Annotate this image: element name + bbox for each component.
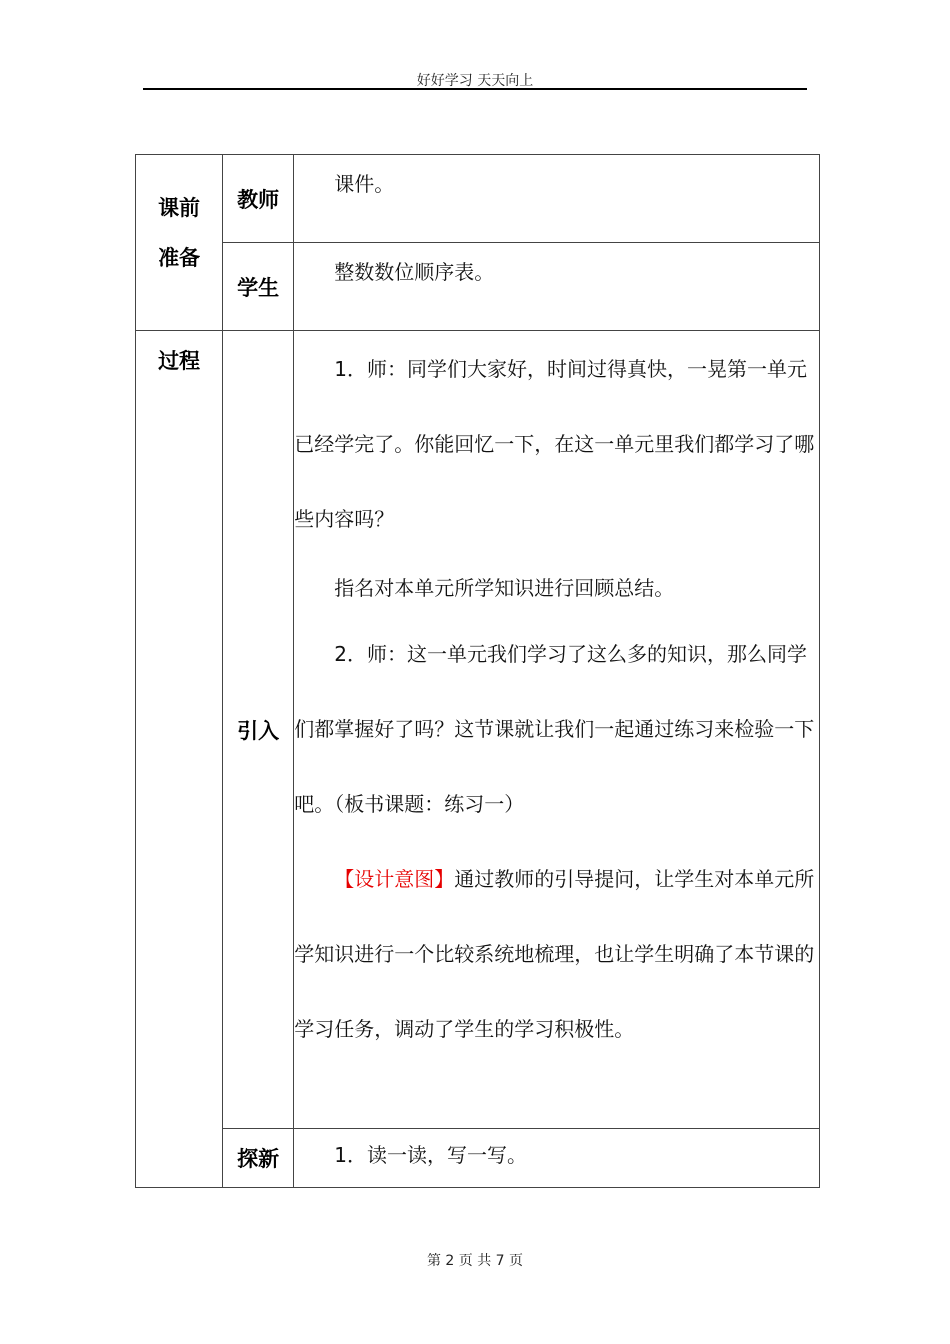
intro-paragraph-3: 2．师：这一单元我们学习了这么多的知识，那么同学们都掌握好了吗？这节课就让我们一起通过练习来检验一下吧。（板书课题：练习一） <box>294 642 815 816</box>
table-row-intro <box>136 331 820 1129</box>
intro-label: 引入 <box>223 331 294 1129</box>
lesson-plan-table <box>135 154 820 1188</box>
table-row-student <box>136 243 820 331</box>
design-intent-text: 通过教师的引导提问，让学生对本单元所学知识进行一个比较系统地梳理，也让学生明确了本节课的学习任务，调动了学生的学习积极性。 <box>294 867 815 1041</box>
student-label: 学生 <box>223 243 294 331</box>
explore-content-cell <box>294 1129 820 1188</box>
table-row-teacher <box>136 155 820 243</box>
prep-label-line2: 准备 <box>158 246 201 270</box>
header-rule <box>143 88 807 90</box>
teacher-label: 教师 <box>223 155 294 243</box>
process-label-text: 过程 <box>158 349 201 373</box>
teacher-materials-text: 课件。 <box>334 172 395 196</box>
intro-paragraph-1: 1．师：同学们大家好，时间过得真快，一晃第一单元已经学完了。你能回忆一下，在这一单元里我们都学习了哪些内容吗？ <box>294 357 815 531</box>
process-section-label <box>136 331 223 1188</box>
prep-label-line1: 课前 <box>158 196 201 220</box>
design-intent-tag: 【设计意图】 <box>334 867 455 891</box>
prep-section-label <box>136 155 223 331</box>
page-header-title: 好好学习 天天向上 <box>416 73 534 89</box>
page-footer-number: 第 2 页 共 7 页 <box>426 1253 524 1269</box>
table-row-explore <box>136 1129 820 1188</box>
explore-label: 探新 <box>223 1129 294 1188</box>
intro-content-cell <box>294 331 820 1129</box>
explore-text: 1．读一读，写一写。 <box>334 1143 527 1167</box>
design-intent-paragraph <box>294 842 819 1067</box>
intro-paragraph-2: 指名对本单元所学知识进行回顾总结。 <box>334 576 675 600</box>
teacher-materials-cell <box>294 155 820 243</box>
student-materials-cell <box>294 243 820 331</box>
student-materials-text: 整数数位顺序表。 <box>334 260 495 284</box>
